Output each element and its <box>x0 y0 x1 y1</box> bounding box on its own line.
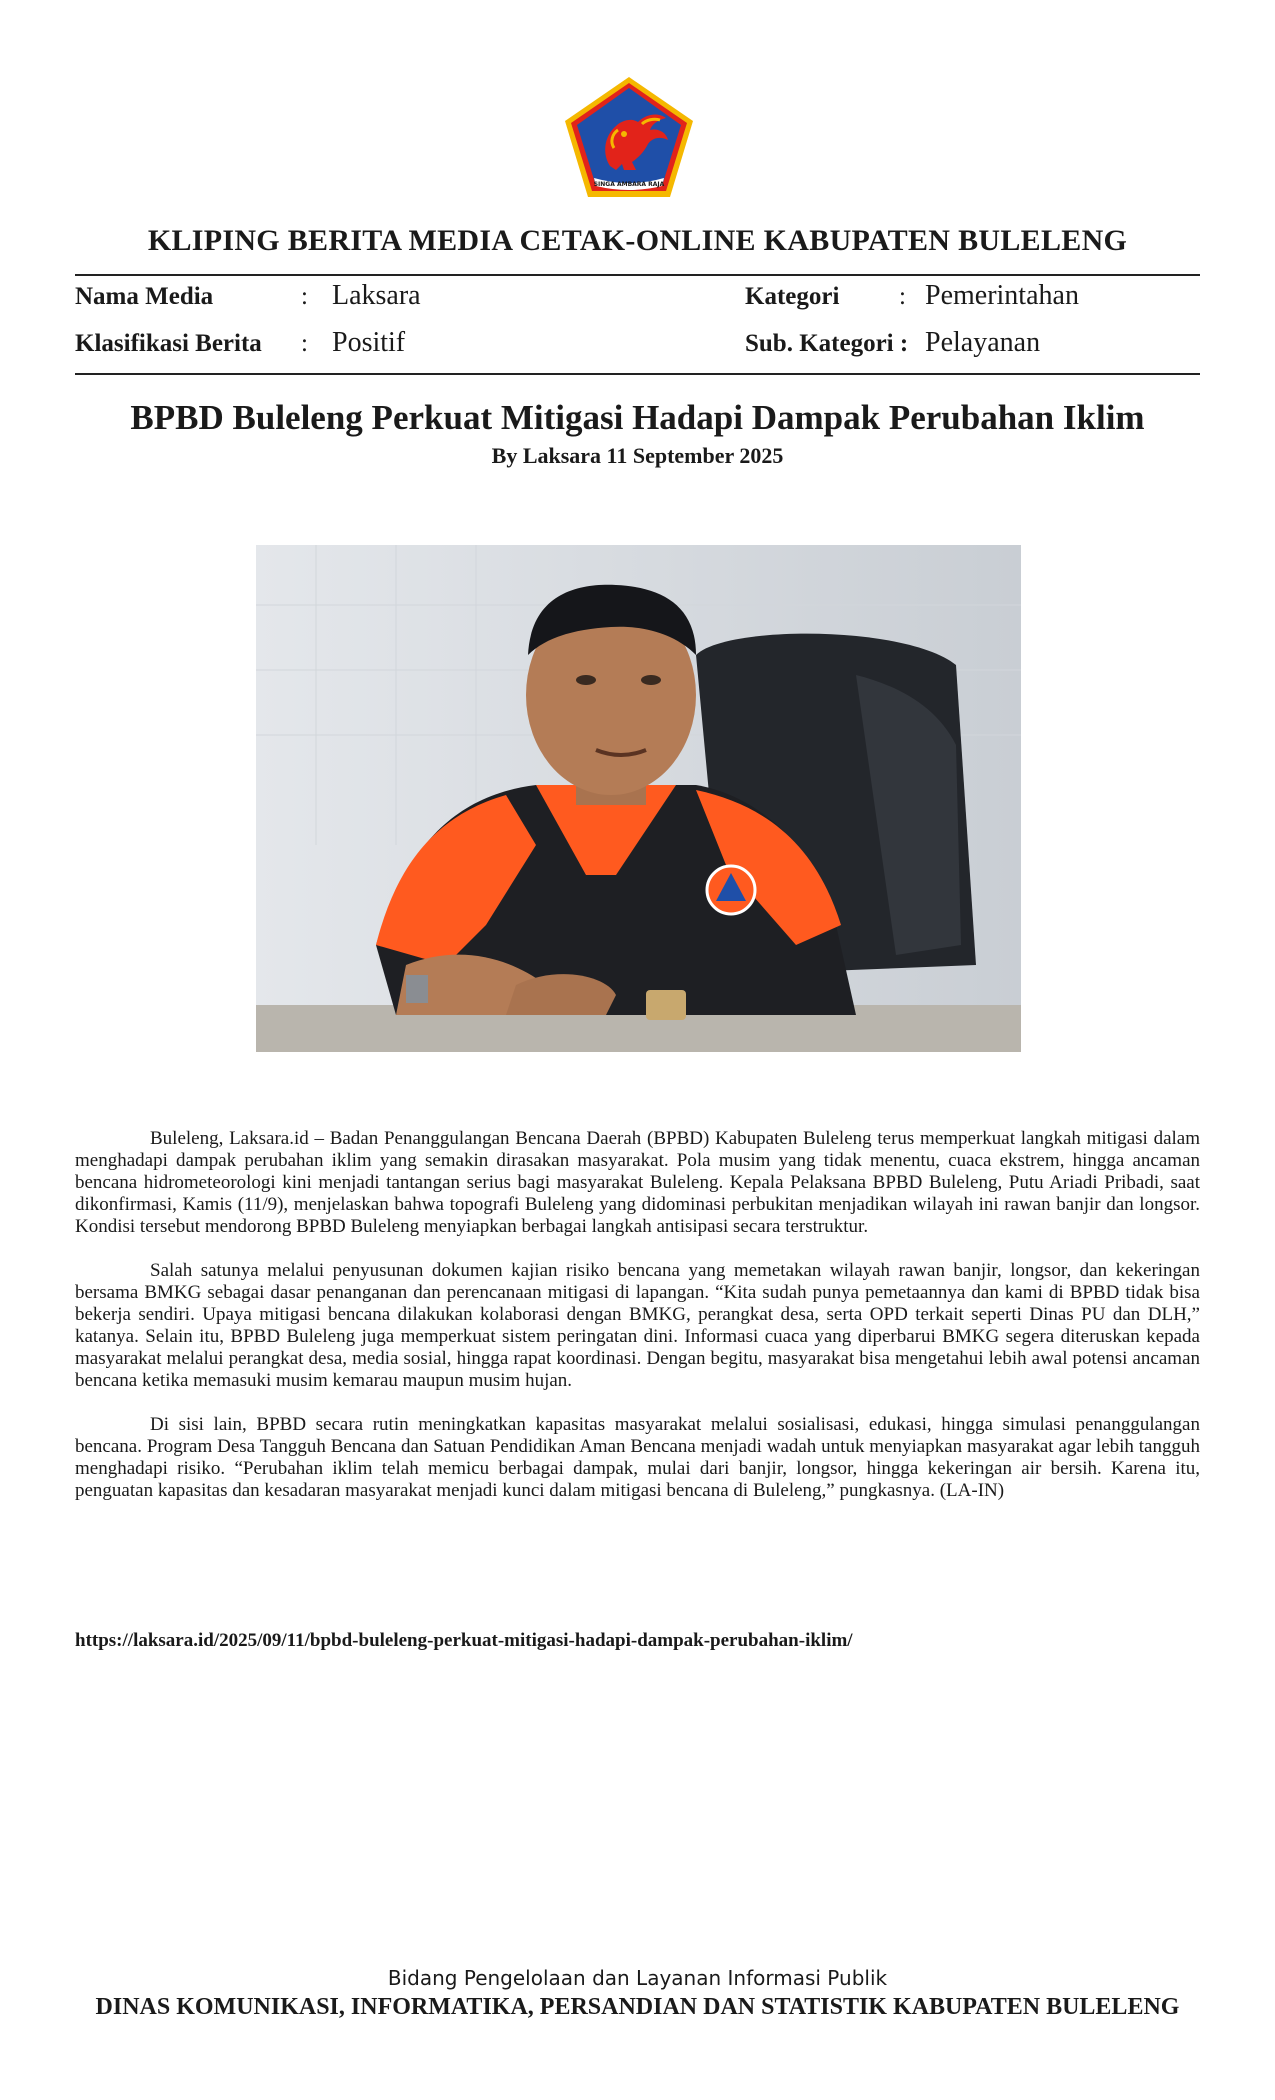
sub-kategori-label: Sub. Kategori : <box>745 330 909 357</box>
article-byline: By Laksara 11 September 2025 <box>491 443 784 468</box>
regency-logo <box>562 74 696 201</box>
sub-kategori-value: Pelayanan <box>925 327 1041 358</box>
nama-media-value: Laksara <box>332 280 421 311</box>
klasifikasi-label: Klasifikasi Berita <box>75 330 262 357</box>
document-title: KLIPING BERITA MEDIA CETAK-ONLINE KABUPATEN BULELENG <box>147 224 1128 257</box>
kategori-value: Pemerintahan <box>925 280 1079 311</box>
article-paragraph: Di sisi lain, BPBD secara rutin meningkatkan kapasitas masyarakat melalui sosialisasi, edukasi, hingga simulasi penanggulangan bencana. Program Desa Tangguh Bencana dan Satuan Pendidikan Aman Bencana menjadi wadah untuk menyiapkan masyarakat agar lebih tangguh menghadapi risiko. “Perubahan iklim telah memicu berbagai dampak, mulai dari banjir, longsor, hingga kekeringan air bersih. Karena itu, penguatan kapasitas dan kesadaran masyarakat menjadi kunci dalam mitigasi bencana di Buleleng,” pungkasnya. (LA-IN) <box>75 1414 1200 1501</box>
article-paragraph: Salah satunya melalui penyusunan dokumen kajian risiko bencana yang memetakan wilayah rawan banjir, longsor, dan kekeringan bersama BMKG sebagai dasar penanganan dan perencanaan mitigasi di lapangan. “Kita sudah punya pemetaannya dan kami di BPBD tidak bisa bekerja sendiri. Upaya mitigasi bencana dilakukan kolaborasi dengan BMKG, perangkat desa, serta OPD terkait seperti Dinas PU dan DLH,” katanya. Selain itu, BPBD Buleleng juga memperkuat sistem peringatan dini. Informasi cuaca yang diperbarui BMKG segera diteruskan kepada masyarakat melalui perangkat desa, media sosial, hingga rapat koordinasi. Dengan begitu, masyarakat bisa mengetahui lebih awal potensi ancaman bencana ketika memasuki musim kemarau maupun musim hujan. <box>75 1260 1200 1391</box>
logo-text: SINGA AMBARA RAJA <box>593 181 665 188</box>
article-photo <box>256 545 1021 1052</box>
colon: : <box>899 283 906 310</box>
article-headline: BPBD Buleleng Perkuat Mitigasi Hadapi Dampak Perubahan Iklim <box>130 398 1145 437</box>
nama-media-label: Nama Media <box>75 283 214 310</box>
meta-row-1 <box>0 280 1275 313</box>
kategori-label: Kategori <box>745 283 840 310</box>
colon: : <box>301 330 308 357</box>
colon: : <box>301 283 308 310</box>
article-body <box>75 1128 1200 1524</box>
divider <box>75 373 1200 375</box>
article-url[interactable]: https://laksara.id/2025/09/11/bpbd-buleleng-perkuat-mitigasi-hadapi-dampak-perubahan-iklim/ <box>75 1630 853 1651</box>
divider <box>75 274 1200 276</box>
footer-agency: DINAS KOMUNIKASI, INFORMATIKA, PERSANDIAN DAN STATISTIK KABUPATEN BULELENG <box>95 1994 1180 2020</box>
footer-department: Bidang Pengelolaan dan Layanan Informasi Publik <box>387 1966 888 1990</box>
article-paragraph: Buleleng, Laksara.id – Badan Penanggulangan Bencana Daerah (BPBD) Kabupaten Buleleng terus memperkuat langkah mitigasi dalam menghadapi dampak perubahan iklim yang semakin dirasakan masyarakat. Pola musim yang tidak menentu, cuaca ekstrem, hingga ancaman bencana hidrometeorologi kini menjadi tantangan serius bagi masyarakat Buleleng. Kepala Pelaksana BPBD Buleleng, Putu Ariadi Pribadi, saat dikonfirmasi, Kamis (11/9), menjelaskan bahwa topografi Buleleng yang didominasi perbukitan menjadikan wilayah ini rawan banjir dan longsor. Kondisi tersebut mendorong BPBD Buleleng menyiapkan berbagai langkah antisipasi secara terstruktur. <box>75 1128 1200 1237</box>
meta-row-2 <box>0 327 1275 360</box>
klasifikasi-value: Positif <box>332 327 406 358</box>
